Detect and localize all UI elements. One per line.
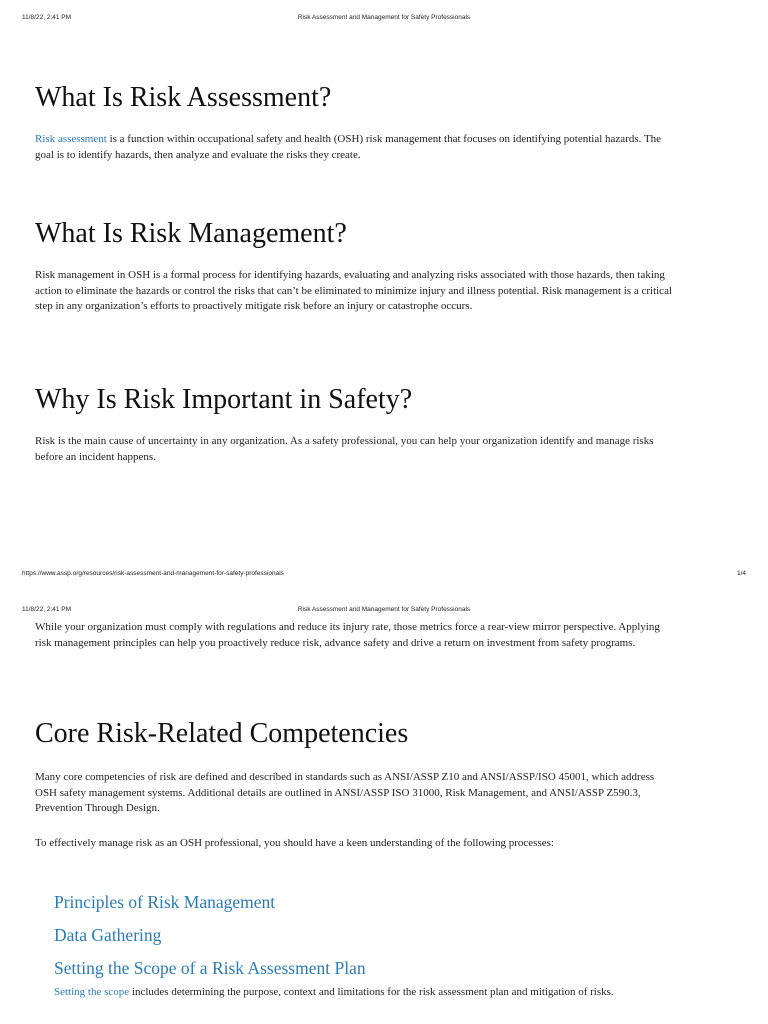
print-datetime: 11/8/22, 2:41 PM (22, 14, 72, 21)
heading-risk-management: What Is Risk Management? (35, 218, 347, 249)
subheading-data-gathering[interactable]: Data Gathering (54, 925, 162, 945)
paragraph-risk-importance: Risk is the main cause of uncertainty in any organization. As a safety professional, you can help your organization identify and manage risks before an incident happens. (35, 435, 654, 463)
paragraph-standards: Many core competencies of risk are defined and described in standards such as ANSI/ASSP Z10 and ANSI/ASSP/ISO 45001, which address OSH safety management systems. Additional details are outlined in ANSI/ASSP ISO 31000, Risk Management, and ANSI/ASSP Z590.3, Prevention Through Design. (35, 771, 655, 814)
print-title: Risk Assessment and Management for Safety Professionals (297, 14, 471, 21)
risk-assessment-link[interactable]: Risk assessment (35, 133, 107, 145)
paragraph-risk-assessment: Risk assessment is a function within occupational safety and health (OSH) risk management that focuses on identifying potential hazards. The goal is to identify hazards, then analyze and evaluate the risks they create. (35, 133, 662, 161)
subheading-scope[interactable]: Setting the Scope of a Risk Assessment Plan (54, 958, 366, 978)
paragraph-scope: Setting the scope includes determining the purpose, context and limitations for the risk assessment plan and mitigation of risks. (54, 986, 614, 998)
print-title-2: Risk Assessment and Management for Safety Professionals (297, 606, 471, 613)
paragraph-processes: To effectively manage risk as an OSH professional, you should have a keen understanding of the following processes: (35, 837, 554, 849)
print-datetime-2: 11/8/22, 2:41 PM (22, 606, 72, 613)
footer-url[interactable]: https://www.assp.org/resources/risk-assessment-and-management-for-safety-professionals (22, 570, 284, 577)
heading-core-competencies: Core Risk-Related Competencies (35, 718, 409, 749)
paragraph-risk-management: Risk management in OSH is a formal process for identifying hazards, evaluating and analyzing risks associated with those hazards, then taking action to eliminate the hazards or control the risks that can’t be eliminated to minimize injury and illness potential. Risk management is a critical step in any organization’s efforts to proactively mitigate risk before an injury or catastrophe occurs. (35, 269, 673, 312)
subheading-principles[interactable]: Principles of Risk Management (54, 892, 276, 912)
heading-risk-importance: Why Is Risk Important in Safety? (35, 384, 413, 415)
footer-page-number: 1/4 (736, 570, 746, 577)
paragraph-intro: While your organization must comply with regulations and reduce its injury rate, those metrics force a rear-view mirror perspective. Applying risk management principles can help you proactively reduce risk, advance safety and drive a return on investment from safety programs. (35, 621, 660, 649)
setting-scope-link[interactable]: Setting the scope (54, 986, 130, 998)
heading-risk-assessment: What Is Risk Assessment? (35, 82, 332, 113)
